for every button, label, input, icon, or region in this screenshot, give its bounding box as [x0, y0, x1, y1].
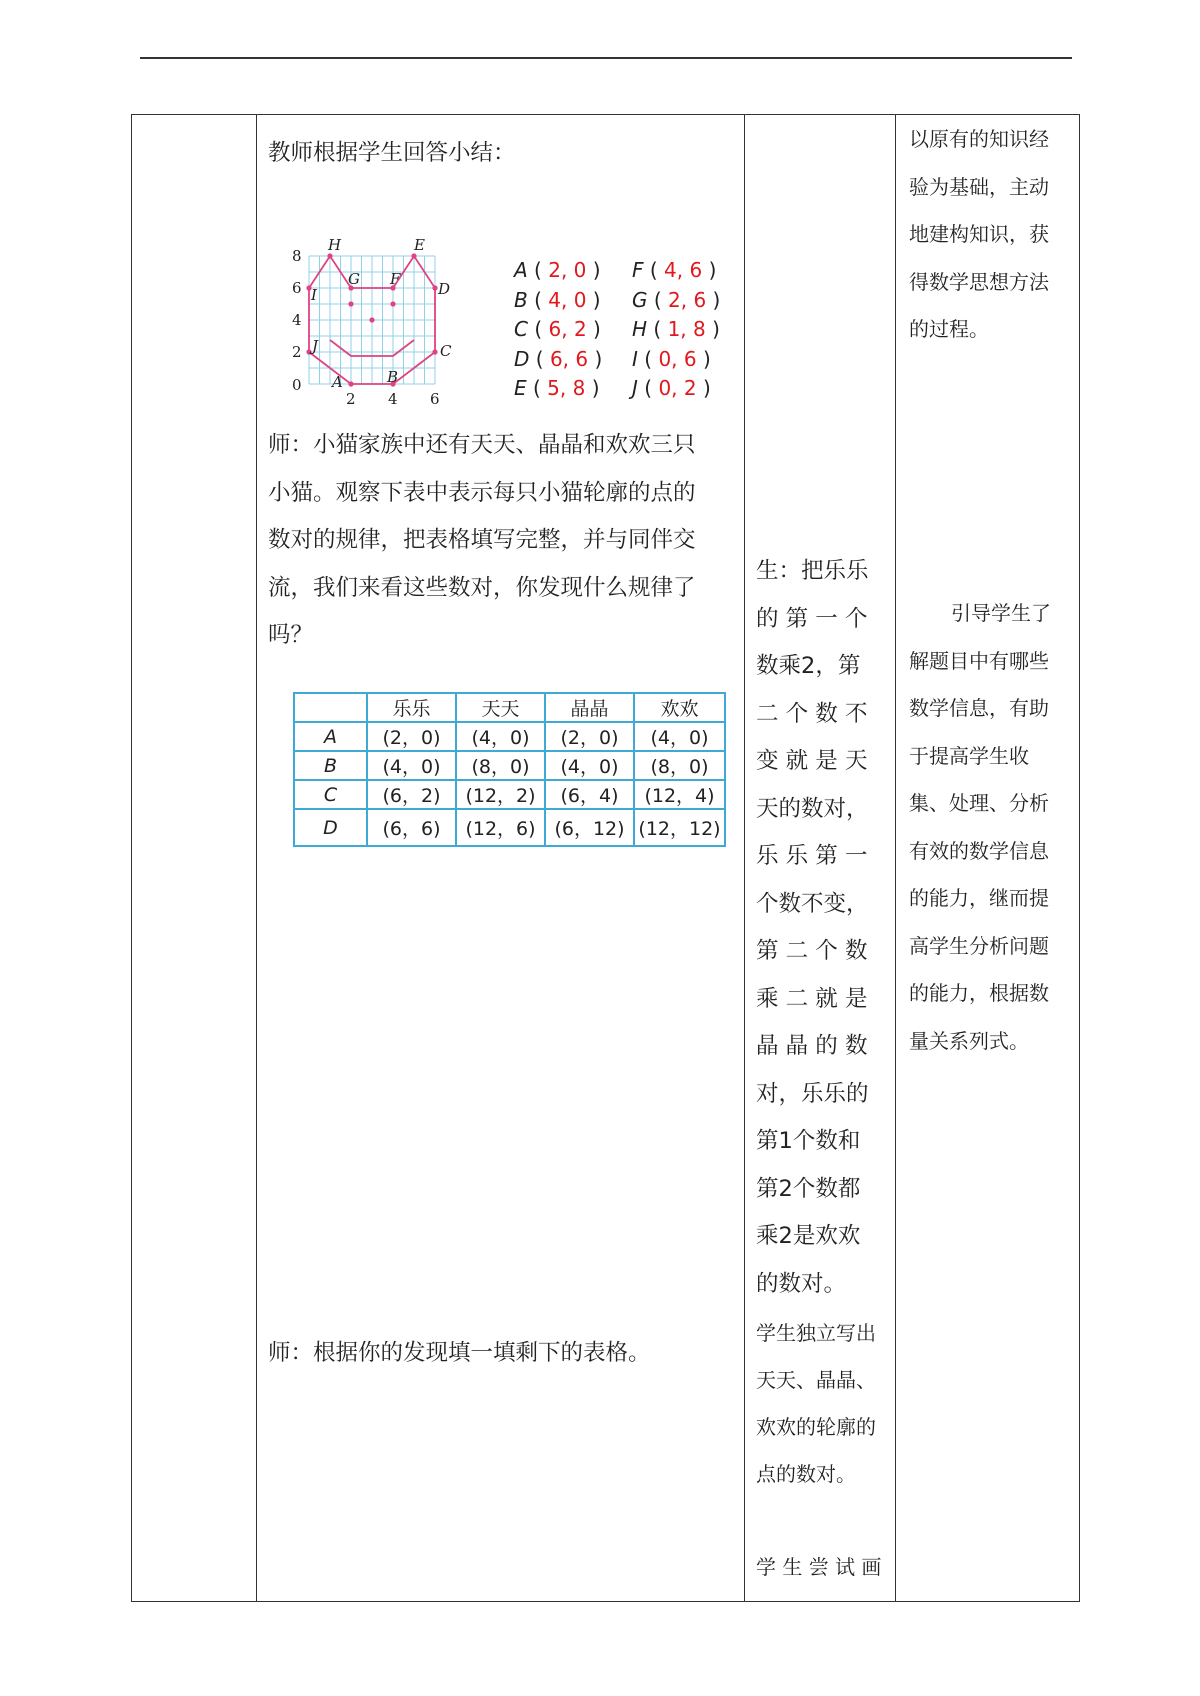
coord-item: E ( 5, 8 )	[514, 376, 600, 400]
y-tick: 4	[292, 311, 302, 329]
y-tick: 6	[292, 279, 302, 297]
coord-item: D ( 6, 6 )	[514, 346, 603, 371]
coord-item: J ( 0, 2 )	[632, 376, 711, 400]
coord-item: I ( 0, 6 )	[632, 346, 711, 371]
coord-item: F ( 4, 6 )	[632, 258, 717, 282]
coord-list-left	[514, 256, 602, 404]
design-intent-2: 引导学生了 解题目中有哪些 数学信息，有助 于提高学生收 集、处理、分析 有效的数学信息 的能力，继而提 高学生分析问题 的能力，根据数 量关系列式。	[909, 601, 1051, 1053]
coord-item: G ( 2, 6 )	[632, 287, 721, 312]
point-label: G	[348, 270, 360, 288]
table-header-cell: 乐乐	[367, 693, 456, 722]
pattern-table	[293, 692, 726, 847]
coord-list-right	[632, 256, 720, 404]
coord-item: A ( 2, 0 )	[514, 258, 601, 282]
teacher-summary: 教师根据学生回答小结：	[268, 140, 516, 166]
point-label: H	[328, 236, 342, 254]
table-header-cell: 晶晶	[545, 693, 634, 722]
x-tick: 6	[430, 390, 440, 408]
student-try: 学 生 尝 试 画	[756, 1555, 882, 1579]
teacher-question: 师：小猫家族中还有天天、晶晶和欢欢三只 小猫。观察下表中表示每只小猫轮廓的点的 数对的规律，把表格填写完整，并与同伴交 流，我们来看这些数对，你发现什么规律了 吗？	[268, 432, 696, 648]
point-label: C	[440, 342, 452, 360]
column-divider-2	[744, 114, 745, 1602]
coord-item: C ( 6, 2 )	[514, 317, 601, 341]
coord-item: B ( 4, 0 )	[514, 287, 601, 312]
point-label: J	[312, 337, 319, 355]
header-rule	[140, 57, 1072, 59]
table-row: B (4，0) (8，0) (4，0) (8，0)	[294, 751, 725, 780]
point-label: B	[387, 368, 399, 386]
point-label: D	[438, 280, 451, 298]
point-label: E	[414, 236, 425, 254]
design-intent-1: 以原有的知识经 验为基础，主动 地建构知识，获 得数学思想方法 的过程。	[909, 127, 1049, 341]
column-divider-3	[895, 114, 896, 1602]
teacher-fill-instruction: 师：根据你的发现填一填剩下的表格。	[268, 1340, 651, 1366]
table-row: D (6，6) (12，6) (6，12) (12，12)	[294, 809, 725, 846]
point-label: A	[332, 373, 343, 391]
table-header-cell: 欢欢	[634, 693, 725, 722]
student-write: 学生独立写出 天天、晶晶、 欢欢的轮廓的 点的数对。	[756, 1321, 876, 1486]
coord-item: H ( 1, 8 )	[632, 317, 720, 341]
cat-graph	[270, 232, 470, 412]
y-tick: 0	[292, 376, 302, 394]
x-tick: 4	[388, 390, 398, 408]
table-header-cell	[294, 693, 367, 722]
column-divider-1	[256, 114, 257, 1602]
table-header-cell: 天天	[456, 693, 545, 722]
y-tick: 8	[292, 247, 302, 265]
point-label: I	[311, 286, 317, 304]
student-answer: 生：把乐乐 的 第 一 个 数乘2，第 二 个 数 不 变 就 是 天 天的数对， 乐 乐 第 一 个数不变， 第 二 个 数 乘 二 就 是 晶 晶 的 数 对，乐乐的 第1个数和 第2个数都 乘2是欢欢 的数对。	[756, 558, 869, 1297]
table-row: C (6，2) (12，2) (6，4) (12，4)	[294, 780, 725, 809]
point-label: F	[390, 270, 401, 288]
table-row: A (2，0) (4，0) (2，0) (4，0)	[294, 722, 725, 751]
y-tick: 2	[292, 343, 302, 361]
x-tick: 2	[346, 390, 356, 408]
